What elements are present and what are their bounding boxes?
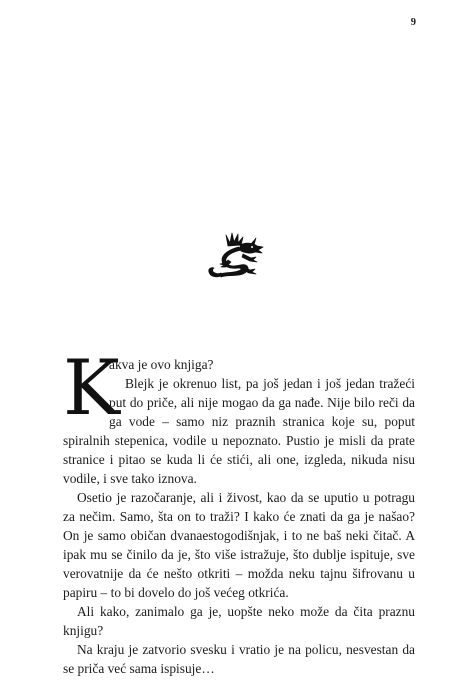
paragraph-1: akva je ovo knjiga?: [109, 357, 214, 372]
paragraph-2: Blejk je okrenuo list, pa još jedan i još jedan tražeći put do priče, ali nije mogao da ga nađe. Nije bilo reči da ga vode – samo niz praznih stranica koje su, poput spiralnih stepenica, vodile u nepoznato. Pustio je misli da prate stranice i pitao se kuda li će stići, ali one, izgleda, nikuda nisu vodile, i sve tako iznova.: [63, 376, 415, 486]
chapter-text: [63, 343, 415, 678]
paragraph-4: Ali kako, zanimalo ga je, uopšte neko može da čita praznu knjigu?: [63, 604, 415, 638]
drop-cap: K: [63, 343, 120, 432]
page-number: 9: [410, 17, 416, 28]
paragraph-5: Na kraju je zatvorio svesku i vratio je na policu, nesvestan da se priča već sama ispisuje…: [63, 642, 415, 676]
dragon-icon: [206, 232, 266, 280]
paragraph-3: Osetio je razočaranje, ali i živost, kao da se uputio u potragu za nečim. Samo, šta on to traži? I kako će znati da ga je našao? On je samo običan dvanaestogodišnjak, i to ne baš neki čitač. A ipak mu se činilo da je, što više istražuje, što dublje ispituje, sve verovatnije da će nešto otkriti – možda neku tajnu šifrovanu u papiru – to bi dovelo do još većeg otkrića.: [63, 490, 415, 600]
